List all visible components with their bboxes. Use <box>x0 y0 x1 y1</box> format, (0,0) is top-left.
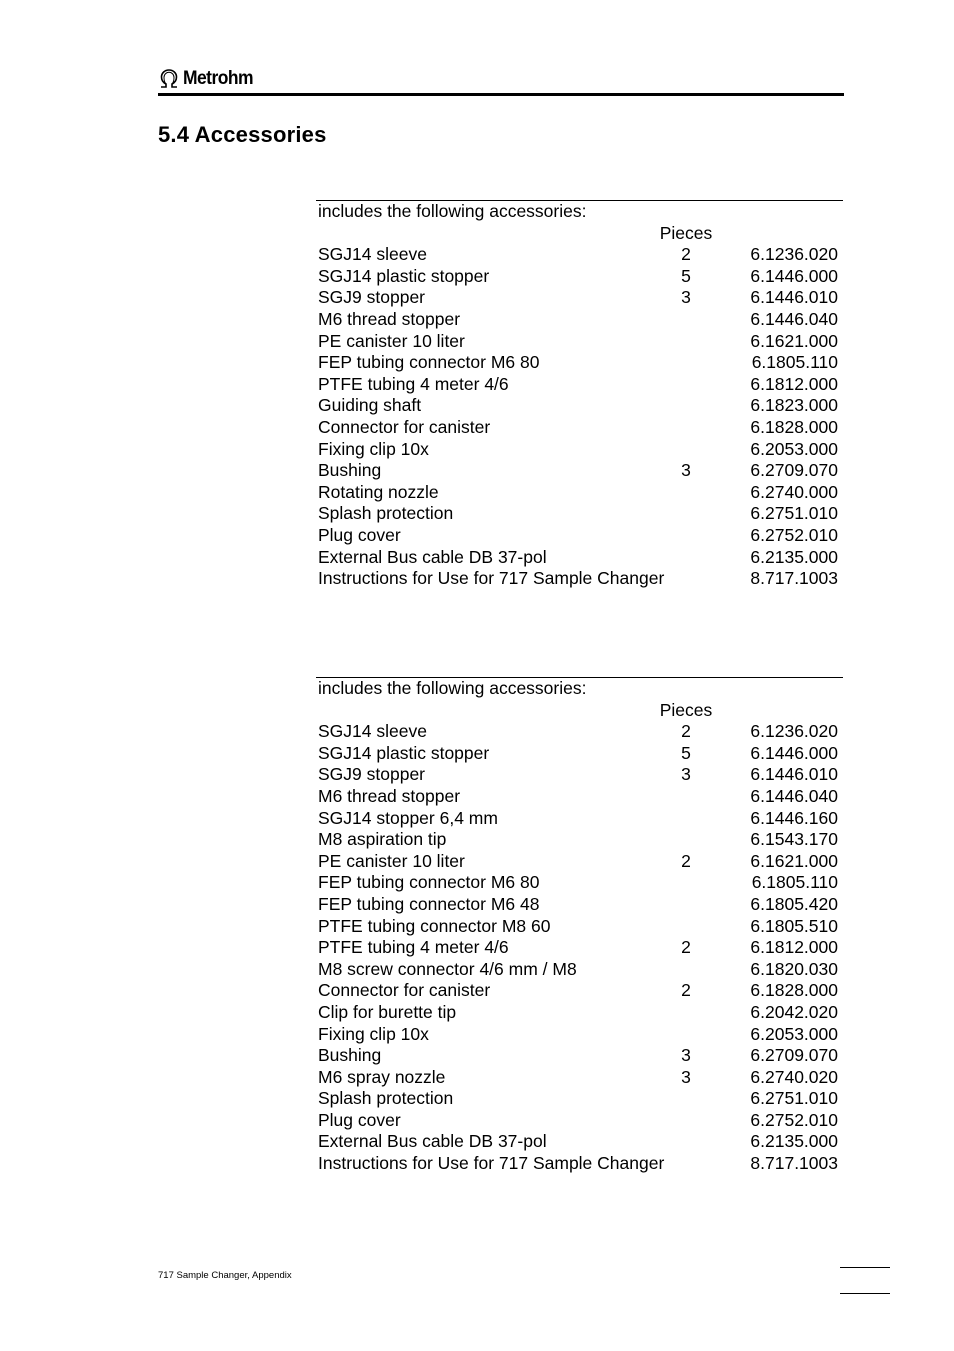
accessory-order-number: 6.1820.030 <box>750 958 838 979</box>
accessory-name: FEP tubing connector M6 80 <box>318 872 540 893</box>
accessory-row <box>316 1088 843 1110</box>
accessory-row <box>316 525 843 547</box>
accessory-order-number: 8.717.1003 <box>750 1153 838 1174</box>
accessory-name: Clip for burette tip <box>318 1001 457 1022</box>
accessory-name: Splash protection <box>318 503 454 524</box>
accessory-order-number: 6.1446.040 <box>750 785 838 806</box>
accessory-row <box>316 851 843 873</box>
accessory-name: PE canister 10 liter <box>318 330 465 351</box>
accessory-row <box>316 1153 843 1175</box>
accessory-row <box>316 764 843 786</box>
accessory-name: PTFE tubing 4 meter 4/6 <box>318 373 509 394</box>
accessory-order-number: 6.1446.010 <box>750 764 838 785</box>
accessory-order-number: 6.2135.000 <box>750 1131 838 1152</box>
accessory-pieces: 3 <box>681 287 691 308</box>
accessory-pieces: 3 <box>681 764 691 785</box>
accessory-order-number: 6.2752.010 <box>750 1109 838 1130</box>
accessory-row <box>316 937 843 959</box>
accessory-order-number: 6.1828.000 <box>750 416 838 437</box>
block-intro: includes the following accessories: <box>318 678 587 698</box>
accessory-name: SGJ9 stopper <box>318 287 425 308</box>
accessory-row <box>316 374 843 396</box>
footer-rule-top <box>840 1267 890 1268</box>
accessory-name: SGJ14 plastic stopper <box>318 265 490 286</box>
accessory-row <box>316 894 843 916</box>
accessory-row <box>316 829 843 851</box>
accessory-name: FEP tubing connector M6 48 <box>318 893 540 914</box>
accessory-name: Splash protection <box>318 1088 454 1109</box>
accessory-pieces: 5 <box>681 742 691 763</box>
accessory-name: M6 thread stopper <box>318 308 461 329</box>
accessory-name: External Bus cable DB 37-pol <box>318 1131 547 1152</box>
accessory-pieces: 2 <box>681 937 691 958</box>
accessory-order-number: 6.2740.020 <box>750 1066 838 1087</box>
accessory-order-number: 6.2752.010 <box>750 524 838 545</box>
pieces-column-header: Pieces <box>659 222 713 243</box>
accessory-name: SGJ14 plastic stopper <box>318 742 490 763</box>
accessory-order-number: 6.2751.010 <box>750 503 838 524</box>
accessory-order-number: 6.1446.040 <box>750 308 838 329</box>
accessory-name: PTFE tubing connector M8 60 <box>318 915 551 936</box>
accessory-name: SGJ14 sleeve <box>318 721 427 742</box>
accessory-order-number: 6.2709.070 <box>750 460 838 481</box>
accessory-name: Fixing clip 10x <box>318 1023 429 1044</box>
footer-text: 717 Sample Changer, Appendix <box>158 1270 292 1281</box>
accessory-row <box>316 1067 843 1089</box>
accessories-block-2 <box>316 677 843 1175</box>
accessory-order-number: 6.1621.000 <box>750 330 838 351</box>
accessory-name: SGJ14 sleeve <box>318 244 427 265</box>
accessory-name: M8 screw connector 4/6 mm / M8 <box>318 958 577 979</box>
accessory-name: Bushing <box>318 460 382 481</box>
accessory-row <box>316 244 843 266</box>
accessory-name: Connector for canister <box>318 980 491 1001</box>
accessory-order-number: 6.1446.000 <box>750 265 838 286</box>
footer-rule-bottom <box>840 1293 890 1294</box>
accessory-pieces: 3 <box>681 460 691 481</box>
pieces-header-row <box>316 700 843 722</box>
accessory-pieces: 2 <box>681 721 691 742</box>
accessory-order-number: 6.2740.000 <box>750 481 838 502</box>
accessory-pieces: 5 <box>681 265 691 286</box>
accessory-order-number: 6.1446.010 <box>750 287 838 308</box>
accessory-row <box>316 503 843 525</box>
accessory-row <box>316 460 843 482</box>
section-title: 5.4 Accessories <box>158 122 327 147</box>
accessory-order-number: 6.2053.000 <box>750 1023 838 1044</box>
accessory-row <box>316 1110 843 1132</box>
accessory-order-number: 6.1621.000 <box>750 850 838 871</box>
accessory-name: FEP tubing connector M6 80 <box>318 352 540 373</box>
accessory-name: M8 aspiration tip <box>318 829 447 850</box>
accessory-order-number: 6.1805.110 <box>751 352 838 373</box>
accessory-row <box>316 482 843 504</box>
accessory-order-number: 6.1446.000 <box>750 742 838 763</box>
accessory-row <box>316 1045 843 1067</box>
accessory-order-number: 6.1805.420 <box>750 893 838 914</box>
accessory-row <box>316 916 843 938</box>
accessory-name: External Bus cable DB 37-pol <box>318 546 547 567</box>
accessory-order-number: 6.2135.000 <box>750 546 838 567</box>
accessory-row <box>316 959 843 981</box>
block-intro: includes the following accessories: <box>318 201 587 221</box>
accessory-name: Bushing <box>318 1045 382 1066</box>
header-rule <box>158 93 844 96</box>
accessory-name: SGJ14 stopper 6,4 mm <box>318 807 498 828</box>
accessory-order-number: 6.1236.020 <box>750 721 838 742</box>
accessory-row <box>316 872 843 894</box>
accessory-row <box>316 331 843 353</box>
accessory-name: PTFE tubing 4 meter 4/6 <box>318 937 509 958</box>
accessory-row <box>316 395 843 417</box>
accessory-row <box>316 721 843 743</box>
accessory-order-number: 6.1812.000 <box>750 937 838 958</box>
accessory-name: Instructions for Use for 717 Sample Changer <box>318 568 665 589</box>
accessory-row <box>316 743 843 765</box>
accessory-pieces: 2 <box>681 850 691 871</box>
accessory-pieces: 2 <box>681 980 691 1001</box>
accessory-row <box>316 417 843 439</box>
accessories-block-1 <box>316 200 843 590</box>
omega-icon <box>158 69 180 89</box>
accessory-order-number: 6.2053.000 <box>750 438 838 459</box>
accessory-order-number: 6.1812.000 <box>750 373 838 394</box>
pieces-header-row <box>316 223 843 245</box>
accessory-name: Fixing clip 10x <box>318 438 429 459</box>
accessory-row <box>316 980 843 1002</box>
accessory-order-number: 6.2042.020 <box>750 1001 838 1022</box>
accessory-row <box>316 547 843 569</box>
accessory-order-number: 6.1543.170 <box>750 829 838 850</box>
accessory-order-number: 6.1828.000 <box>750 980 838 1001</box>
accessory-row <box>316 309 843 331</box>
pieces-column-header: Pieces <box>659 699 713 720</box>
accessory-pieces: 3 <box>681 1045 691 1066</box>
accessory-order-number: 6.1236.020 <box>750 244 838 265</box>
accessory-order-number: 6.1823.000 <box>750 395 838 416</box>
accessory-order-number: 6.2751.010 <box>750 1088 838 1109</box>
accessory-row <box>316 568 843 590</box>
accessory-name: Plug cover <box>318 1109 401 1130</box>
accessory-order-number: 8.717.1003 <box>750 568 838 589</box>
accessory-order-number: 6.1805.110 <box>751 872 838 893</box>
accessory-row <box>316 786 843 808</box>
accessory-row <box>316 287 843 309</box>
accessory-row <box>316 439 843 461</box>
accessory-pieces: 2 <box>681 244 691 265</box>
accessory-name: M6 thread stopper <box>318 785 461 806</box>
accessory-row <box>316 352 843 374</box>
accessory-row <box>316 1024 843 1046</box>
accessory-order-number: 6.2709.070 <box>750 1045 838 1066</box>
accessory-list <box>316 244 843 590</box>
accessory-name: PE canister 10 liter <box>318 850 465 871</box>
accessory-name: Rotating nozzle <box>318 481 439 502</box>
accessory-name: SGJ9 stopper <box>318 764 425 785</box>
accessory-name: Instructions for Use for 717 Sample Changer <box>318 1153 665 1174</box>
accessory-row <box>316 808 843 830</box>
accessory-name: Plug cover <box>318 524 401 545</box>
accessory-pieces: 3 <box>681 1066 691 1087</box>
accessory-order-number: 6.1805.510 <box>750 915 838 936</box>
accessory-row <box>316 1131 843 1153</box>
page-header <box>158 66 259 92</box>
accessory-order-number: 6.1446.160 <box>750 807 838 828</box>
accessory-row <box>316 266 843 288</box>
accessory-name: M6 spray nozzle <box>318 1066 446 1087</box>
accessory-name: Connector for canister <box>318 416 491 437</box>
accessory-list <box>316 721 843 1174</box>
brand-logo-text: Metrohm <box>183 68 253 89</box>
accessory-name: Guiding shaft <box>318 395 422 416</box>
accessory-row <box>316 1002 843 1024</box>
